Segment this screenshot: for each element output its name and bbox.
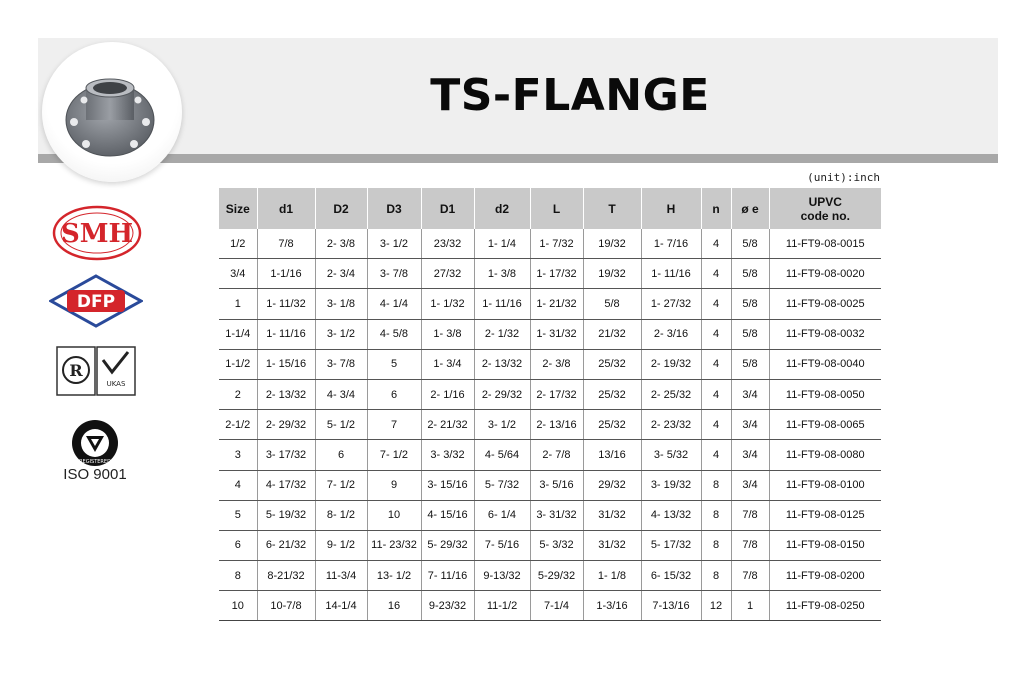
column-header: T bbox=[583, 188, 641, 229]
ukas-certification-icon bbox=[56, 346, 136, 398]
table-cell: 5/8 bbox=[731, 319, 769, 349]
table-cell: 9 bbox=[367, 470, 421, 500]
table-cell: 5- 17/32 bbox=[641, 530, 701, 560]
page-title: TS-FLANGE bbox=[430, 70, 710, 121]
table-cell: 11-3/4 bbox=[315, 561, 367, 591]
table-cell: 10 bbox=[367, 500, 421, 530]
dfp-logo bbox=[49, 274, 143, 333]
table-cell: 19/32 bbox=[583, 229, 641, 259]
table-cell: 11-FT9-08-0100 bbox=[769, 470, 881, 500]
table-row bbox=[219, 561, 881, 591]
table-cell: 2- 13/16 bbox=[530, 410, 583, 440]
table-cell: 3 bbox=[219, 440, 257, 470]
table-cell: 8 bbox=[701, 470, 731, 500]
table-cell: 9-23/32 bbox=[421, 591, 474, 621]
table-cell: 9- 1/2 bbox=[315, 530, 367, 560]
table-cell: 3- 1/2 bbox=[367, 229, 421, 259]
column-header: D2 bbox=[315, 188, 367, 229]
table-cell: 5/8 bbox=[731, 259, 769, 289]
table-cell: 7-1/4 bbox=[530, 591, 583, 621]
table-cell: 6 bbox=[315, 440, 367, 470]
column-header: Size bbox=[219, 188, 257, 229]
table-cell: 1- 27/32 bbox=[641, 289, 701, 319]
table-cell: 1- 17/32 bbox=[530, 259, 583, 289]
header-divider bbox=[38, 154, 998, 163]
table-cell: 4- 15/16 bbox=[421, 500, 474, 530]
table-cell: 7/8 bbox=[257, 229, 315, 259]
table-row bbox=[219, 530, 881, 560]
table-cell: 19/32 bbox=[583, 259, 641, 289]
table-cell: 8- 1/2 bbox=[315, 500, 367, 530]
table-cell: 3/4 bbox=[731, 379, 769, 409]
svg-text:R: R bbox=[69, 361, 83, 380]
table-cell: 1 bbox=[219, 289, 257, 319]
table-cell: 11-FT9-08-0020 bbox=[769, 259, 881, 289]
flange-icon bbox=[42, 42, 182, 182]
table-cell: 8 bbox=[701, 530, 731, 560]
table-cell: 11-FT9-08-0150 bbox=[769, 530, 881, 560]
table-cell: 2- 13/32 bbox=[257, 379, 315, 409]
table-cell: 3- 31/32 bbox=[530, 500, 583, 530]
iso-registered-icon bbox=[70, 418, 120, 468]
smh-logo-text: SMH bbox=[60, 219, 134, 249]
table-cell: 1-1/16 bbox=[257, 259, 315, 289]
table-header-row bbox=[219, 188, 881, 229]
table-cell: 3- 15/16 bbox=[421, 470, 474, 500]
table-cell: 5- 29/32 bbox=[421, 530, 474, 560]
column-header: D1 bbox=[421, 188, 474, 229]
table-cell: 5 bbox=[219, 500, 257, 530]
table-cell: 2- 3/16 bbox=[641, 319, 701, 349]
table-cell: 3- 1/8 bbox=[315, 289, 367, 319]
table-cell: 13/16 bbox=[583, 440, 641, 470]
table-cell: 4 bbox=[701, 379, 731, 409]
table-cell: 31/32 bbox=[583, 530, 641, 560]
table-cell: 11-FT9-08-0200 bbox=[769, 561, 881, 591]
table-cell: 11-FT9-08-0032 bbox=[769, 319, 881, 349]
table-row bbox=[219, 500, 881, 530]
table-cell: 5- 19/32 bbox=[257, 500, 315, 530]
table-cell: 5/8 bbox=[731, 289, 769, 319]
table-cell: 12 bbox=[701, 591, 731, 621]
table-cell: 16 bbox=[367, 591, 421, 621]
iso-registered-logo bbox=[70, 418, 120, 473]
table-cell: 1- 3/4 bbox=[421, 349, 474, 379]
table-cell: 11-FT9-08-0015 bbox=[769, 229, 881, 259]
table-cell: 1- 3/8 bbox=[421, 319, 474, 349]
table-cell: 1- 1/32 bbox=[421, 289, 474, 319]
table-cell: 1- 11/32 bbox=[257, 289, 315, 319]
table-cell: 2- 3/4 bbox=[315, 259, 367, 289]
table-row bbox=[219, 349, 881, 379]
table-cell: 6- 15/32 bbox=[641, 561, 701, 591]
table-cell: 3- 7/8 bbox=[315, 349, 367, 379]
table-cell: 8 bbox=[701, 561, 731, 591]
table-cell: 25/32 bbox=[583, 379, 641, 409]
table-cell: 23/32 bbox=[421, 229, 474, 259]
table-cell: 11-FT9-08-0125 bbox=[769, 500, 881, 530]
table-cell: 4- 17/32 bbox=[257, 470, 315, 500]
column-header: ø e bbox=[731, 188, 769, 229]
table-cell: 13- 1/2 bbox=[367, 561, 421, 591]
ukas-text: UKAS bbox=[106, 380, 126, 388]
table-cell: 8-21/32 bbox=[257, 561, 315, 591]
table-cell: 4 bbox=[219, 470, 257, 500]
table-cell: 1- 1/8 bbox=[583, 561, 641, 591]
table-cell: 1-1/4 bbox=[219, 319, 257, 349]
column-header: d2 bbox=[474, 188, 530, 229]
table-cell: 3- 1/2 bbox=[474, 410, 530, 440]
table-cell: 11- 23/32 bbox=[367, 530, 421, 560]
table-cell: 3- 19/32 bbox=[641, 470, 701, 500]
table-cell: 3- 5/32 bbox=[641, 440, 701, 470]
table-cell: 4- 5/8 bbox=[367, 319, 421, 349]
table-cell: 3/4 bbox=[219, 259, 257, 289]
table-row bbox=[219, 410, 881, 440]
table-cell: 4- 5/64 bbox=[474, 440, 530, 470]
table-cell: 10 bbox=[219, 591, 257, 621]
table-cell: 1- 7/16 bbox=[641, 229, 701, 259]
dfp-logo-icon bbox=[49, 274, 143, 328]
flange-spec-table bbox=[219, 188, 881, 621]
table-row bbox=[219, 319, 881, 349]
table-cell: 2-1/2 bbox=[219, 410, 257, 440]
table-cell: 3/4 bbox=[731, 470, 769, 500]
table-cell: 1- 15/16 bbox=[257, 349, 315, 379]
table-cell: 2- 3/8 bbox=[315, 229, 367, 259]
column-header: n bbox=[701, 188, 731, 229]
table-cell: 6 bbox=[219, 530, 257, 560]
table-row bbox=[219, 379, 881, 409]
table-cell: 2- 29/32 bbox=[257, 410, 315, 440]
product-image bbox=[42, 42, 182, 182]
table-cell: 3- 3/32 bbox=[421, 440, 474, 470]
table-row bbox=[219, 440, 881, 470]
table-cell: 11-FT9-08-0025 bbox=[769, 289, 881, 319]
table-cell: 2- 17/32 bbox=[530, 379, 583, 409]
table-row bbox=[219, 470, 881, 500]
table-cell: 4 bbox=[701, 259, 731, 289]
table-cell: 7/8 bbox=[731, 530, 769, 560]
table-cell: 9-13/32 bbox=[474, 561, 530, 591]
table-cell: 2- 7/8 bbox=[530, 440, 583, 470]
table-cell: 1- 21/32 bbox=[530, 289, 583, 319]
table-cell: 25/32 bbox=[583, 349, 641, 379]
table-cell: 3- 17/32 bbox=[257, 440, 315, 470]
table-cell: 11-FT9-08-0040 bbox=[769, 349, 881, 379]
table-cell: 4- 1/4 bbox=[367, 289, 421, 319]
table-cell: 4 bbox=[701, 319, 731, 349]
table-row bbox=[219, 591, 881, 621]
table-cell: 1- 7/32 bbox=[530, 229, 583, 259]
column-header: D3 bbox=[367, 188, 421, 229]
table-cell: 5/8 bbox=[583, 289, 641, 319]
table-cell: 11-1/2 bbox=[474, 591, 530, 621]
table-cell: 2- 19/32 bbox=[641, 349, 701, 379]
table-cell: 31/32 bbox=[583, 500, 641, 530]
table-cell: 7-13/16 bbox=[641, 591, 701, 621]
column-header: H bbox=[641, 188, 701, 229]
column-header: L bbox=[530, 188, 583, 229]
table-cell: 1- 11/16 bbox=[257, 319, 315, 349]
table-cell: 5/8 bbox=[731, 229, 769, 259]
table-cell: 1- 11/16 bbox=[641, 259, 701, 289]
table-cell: 7 bbox=[367, 410, 421, 440]
table-cell: 4 bbox=[701, 289, 731, 319]
table-cell: 2 bbox=[219, 379, 257, 409]
table-cell: 4 bbox=[701, 229, 731, 259]
table-cell: 2- 23/32 bbox=[641, 410, 701, 440]
table-cell: 5- 7/32 bbox=[474, 470, 530, 500]
table-cell: 11-FT9-08-0050 bbox=[769, 379, 881, 409]
table-cell: 7/8 bbox=[731, 561, 769, 591]
table-cell: 3/4 bbox=[731, 440, 769, 470]
table-cell: 2- 25/32 bbox=[641, 379, 701, 409]
table-cell: 1-1/2 bbox=[219, 349, 257, 379]
smh-logo bbox=[52, 205, 142, 266]
table-cell: 3- 7/8 bbox=[367, 259, 421, 289]
table-cell: 7/8 bbox=[731, 500, 769, 530]
table-cell: 4- 13/32 bbox=[641, 500, 701, 530]
table-cell: 2- 29/32 bbox=[474, 379, 530, 409]
unit-note: (unit):inch bbox=[807, 171, 880, 184]
table-cell: 4 bbox=[701, 349, 731, 379]
table-cell: 1- 3/8 bbox=[474, 259, 530, 289]
table-cell: 5- 3/32 bbox=[530, 530, 583, 560]
column-header: UPVC code no. bbox=[769, 188, 881, 229]
table-cell: 29/32 bbox=[583, 470, 641, 500]
table-cell: 3/4 bbox=[731, 410, 769, 440]
table-row bbox=[219, 229, 881, 259]
column-header: d1 bbox=[257, 188, 315, 229]
table-cell: 6- 1/4 bbox=[474, 500, 530, 530]
table-cell: 7- 1/2 bbox=[315, 470, 367, 500]
table-cell: 5- 1/2 bbox=[315, 410, 367, 440]
registered-text: REGISTERED bbox=[79, 459, 111, 465]
table-cell: 27/32 bbox=[421, 259, 474, 289]
table-cell: 7- 5/16 bbox=[474, 530, 530, 560]
iso-9001-label: ISO 9001 bbox=[63, 466, 127, 483]
table-cell: 6- 21/32 bbox=[257, 530, 315, 560]
table-cell: 1- 11/16 bbox=[474, 289, 530, 319]
table-cell: 11-FT9-08-0080 bbox=[769, 440, 881, 470]
table-cell: 14-1/4 bbox=[315, 591, 367, 621]
table-row bbox=[219, 289, 881, 319]
table-cell: 2- 1/32 bbox=[474, 319, 530, 349]
table-cell: 2- 21/32 bbox=[421, 410, 474, 440]
table-cell: 11-FT9-08-0065 bbox=[769, 410, 881, 440]
table-cell: 8 bbox=[219, 561, 257, 591]
dfp-logo-text: DFP bbox=[76, 292, 116, 312]
table-cell: 5-29/32 bbox=[530, 561, 583, 591]
table-cell: 4- 3/4 bbox=[315, 379, 367, 409]
table-cell: 4 bbox=[701, 410, 731, 440]
table-cell: 2- 3/8 bbox=[530, 349, 583, 379]
ukas-certification-logo bbox=[56, 346, 136, 403]
table-cell: 8 bbox=[701, 500, 731, 530]
table-cell: 6 bbox=[367, 379, 421, 409]
table-cell: 25/32 bbox=[583, 410, 641, 440]
table-cell: 5 bbox=[367, 349, 421, 379]
table-cell: 1-3/16 bbox=[583, 591, 641, 621]
smh-logo-icon bbox=[52, 205, 142, 261]
table-cell: 4 bbox=[701, 440, 731, 470]
table-cell: 7- 11/16 bbox=[421, 561, 474, 591]
table-cell: 1 bbox=[731, 591, 769, 621]
table-cell: 11-FT9-08-0250 bbox=[769, 591, 881, 621]
table-cell: 2- 13/32 bbox=[474, 349, 530, 379]
table-cell: 1/2 bbox=[219, 229, 257, 259]
table-cell: 1- 31/32 bbox=[530, 319, 583, 349]
table-cell: 1- 1/4 bbox=[474, 229, 530, 259]
table-cell: 2- 1/16 bbox=[421, 379, 474, 409]
table-cell: 21/32 bbox=[583, 319, 641, 349]
table-cell: 10-7/8 bbox=[257, 591, 315, 621]
table-cell: 7- 1/2 bbox=[367, 440, 421, 470]
table-cell: 5/8 bbox=[731, 349, 769, 379]
table-cell: 3- 1/2 bbox=[315, 319, 367, 349]
table-cell: 3- 5/16 bbox=[530, 470, 583, 500]
table-row bbox=[219, 259, 881, 289]
